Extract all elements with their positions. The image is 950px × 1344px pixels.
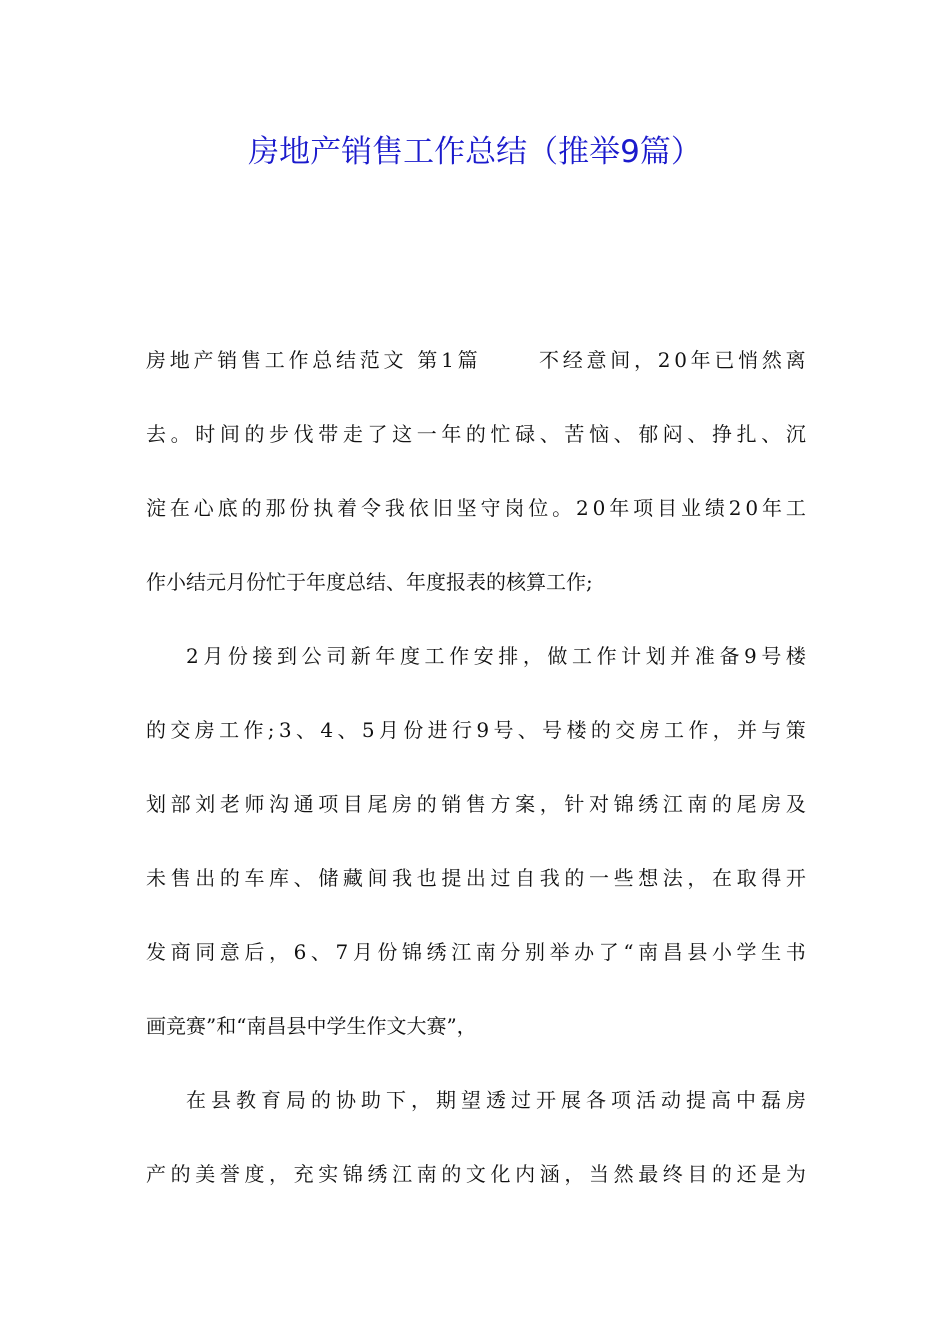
text-line: 淀 在 心 底 的 那 份 执 着 令 我 依 旧 坚 守 岗 位 。 2 0 年 项 目 业 绩 2 0 年 工	[146, 496, 806, 520]
text-line: 去 。 时 间 的 步 伐 带 走 了 这 一 年 的 忙 碌 、 苦 恼 、 郁 闷 、 挣 扎 、 沉	[146, 422, 806, 446]
document-title: 房地产销售工作总结（推举9篇）	[248, 134, 702, 170]
text-line: 画竞赛”和“南昌县中学生作文大赛”，	[146, 1014, 477, 1038]
text-line: 2 月 份 接 到 公 司 新 年 度 工 作 安 排 ， 做 工 作 计 划 并 准 备 9 号 楼	[186, 644, 806, 668]
text-line: 产 的 美 誉 度 ， 充 实 锦 绣 江 南 的 文 化 内 涵 ， 当 然 最 终 目 的 还 是 为	[146, 1162, 806, 1186]
text-line: 的 交 房 工 作 ; 3 、 4 、 5 月 份 进 行 9 号 、 号 楼 的 交 房 工 作 ， 并 与 策	[146, 718, 806, 742]
text-line: 发 商 同 意 后 ， 6 、 7 月 份 锦 绣 江 南 分 别 举 办 了 “ 南 昌 县 小 学 生 书	[146, 940, 806, 964]
text-line: 在 县 教 育 局 的 协 助 下 ， 期 望 透 过 开 展 各 项 活 动 提 高 中 磊 房	[186, 1088, 806, 1112]
text-line: 房 地 产 销 售 工 作 总 结 范 文 第 1 篇 不 经 意 间 ， 2 0 年 已 悄 然 离	[146, 348, 806, 372]
text-line: 作小结元月份忙于年度总结、年度报表的核算工作;	[146, 570, 593, 594]
text-line: 未 售 出 的 车 库 、 储 藏 间 我 也 提 出 过 自 我 的 一 些 想 法 ， 在 取 得 开	[146, 866, 806, 890]
text-line: 划 部 刘 老 师 沟 通 项 目 尾 房 的 销 售 方 案 ， 针 对 锦 绣 江 南 的 尾 房 及	[146, 792, 806, 816]
